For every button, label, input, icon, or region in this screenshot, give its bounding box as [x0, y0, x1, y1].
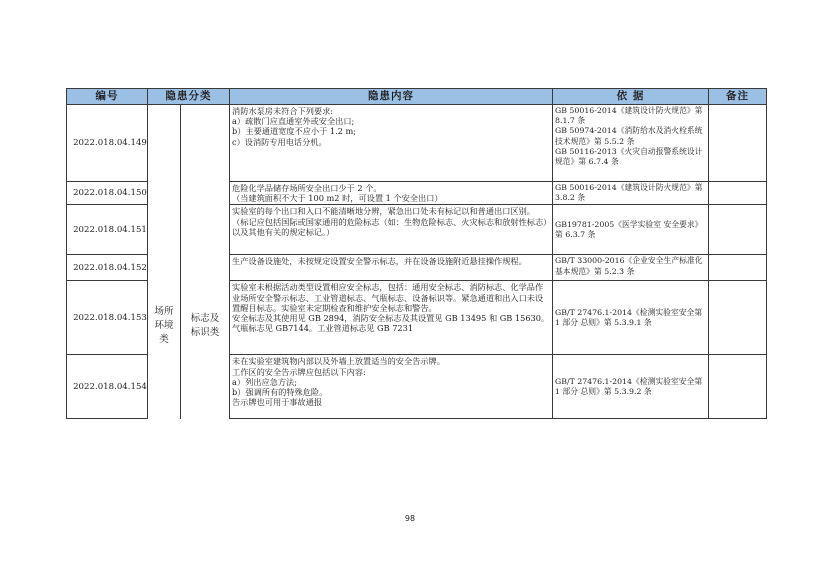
row-code: 2022.018.04.150: [67, 182, 148, 205]
row-basis: GB/T 27476.1-2014《检测实验室安全第 1 部分 总则》第 5.3.9.2 条: [553, 355, 709, 419]
row-remark: [709, 205, 767, 255]
row-basis: GB 50016-2014《建筑设计防火规范》第 8.1.7 条 GB 50974-2014《消防给水及消火栓系统技术规范》第 5.5.2 条 GB 50116-2013《火灾自动报警系统设计规范》第 6.7.4 条: [553, 105, 709, 182]
row-content: 实验室的每个出口和入口不能清晰地分辨，紧急出口处未有标记以和普通出口区别。 （标记应包括国际或国家通用的危险标志（如：生物危险标志、火灾标志和放射性标志）以及其他有关的规定标记。）: [230, 205, 553, 255]
row-content: 生产设备设施处，未按规定设置安全警示标志，并在设备设施附近悬挂操作规程。: [230, 255, 553, 281]
row-remark: [709, 355, 767, 419]
header-basis: 依 据: [553, 89, 709, 105]
row-content: 实验室未根据活动类型设置相应安全标志，包括：通用安全标志、消防标志、化学品作业场所安全警示标志、工业管道标志、气瓶标志、设备标识等。紧急通道和出入口未设置醒目标志。实验室未定期检查和维护安全标志和警告。 安全标志及其使用见 GB 2894，消防安全标志及其设置见 GB 13495 和 GB 15630。气瓶标志见 GB7144。工业管道标志见 GB 7231: [230, 281, 553, 355]
header-remark: 备注: [709, 89, 767, 105]
category-sub: 标志及 标识类: [181, 105, 230, 419]
row-basis: GB 50016-2014《建筑设计防火规范》第 3.8.2 条: [553, 182, 709, 205]
header-category: 隐患分类: [148, 89, 230, 105]
row-code: 2022.018.04.152: [67, 255, 148, 281]
row-basis: GB19781-2005《医学实验室 安全要求》第 6.3.7 条: [553, 205, 709, 255]
hazard-table: [66, 88, 767, 419]
row-code: 2022.018.04.154: [67, 355, 148, 419]
row-content: 消防水泵房未符合下列要求: a）疏散门应直通室外或安全出口; b）主要通道宽度不应小于 1.2 m; c）设消防专用电话分机。: [230, 105, 553, 182]
row-remark: [709, 255, 767, 281]
table-row: [67, 105, 767, 182]
row-remark: [709, 105, 767, 182]
header-content: 隐患内容: [230, 89, 553, 105]
row-content: 危险化学品储存场所安全出口少于 2 个。 （当建筑面积不大于 100 m2 时，可设置 1 个安全出口）: [230, 182, 553, 205]
header-code: 编号: [67, 89, 148, 105]
row-code: 2022.018.04.153: [67, 281, 148, 355]
table-header-row: [67, 89, 767, 105]
row-code: 2022.018.04.149: [67, 105, 148, 182]
row-remark: [709, 281, 767, 355]
page-number: 98: [404, 514, 416, 523]
row-basis: GB/T 33000-2016《企业安全生产标准化基本规范》第 5.2.3 条: [553, 255, 709, 281]
row-content: 未在实验室建筑物内部以及外墙上放置适当的安全告示牌。 工作区的安全告示牌应包括以下内容: a）列出应急方法; b）强调所有的特殊危险。 告示牌也可用于事故通报: [230, 355, 553, 419]
row-code: 2022.018.04.151: [67, 205, 148, 255]
row-remark: [709, 182, 767, 205]
row-basis: GB/T 27476.1-2014《检测实验室安全第 1 部分 总则》第 5.3.9.1 条: [553, 281, 709, 355]
category-main: 场所 环境 类: [148, 105, 181, 419]
